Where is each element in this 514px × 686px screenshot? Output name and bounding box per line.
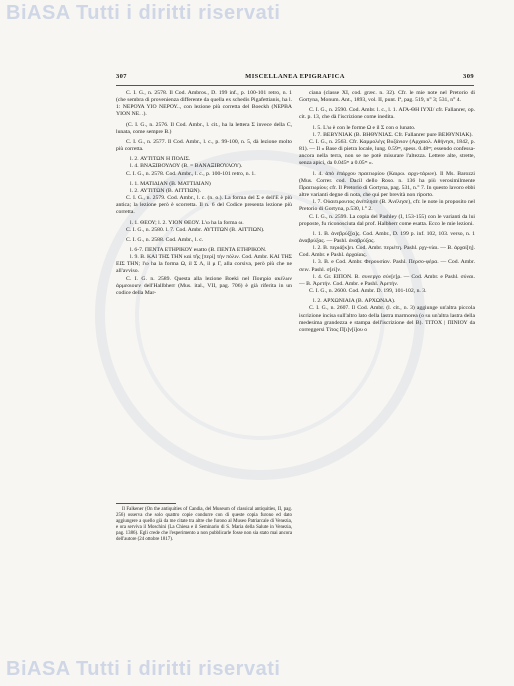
paragraph: l. 4. ἀπὸ ἐπάρχου πραιτωρίου (Καιρω. αρχι-τάρων). Il Ms. Barozzi (Mus. Correr. cod. Dacil dello Roso. n. 136 ha più verosimilmente Πραιτωρίου; cfr. Il Pretorio di Gortyna, pag. 531, n.° 7. In questo lavoro ebbi altre varianti degne di nota, che qui per brevità non riporto. (299, 170, 475, 199)
paragraph: C. I. G., n. 2600. Cod. Ambr. D. 199, 101-102, n. 3. (309, 288, 427, 295)
paragraph: ciana (classe XI, cod. græc. n. 32). Cfr. le mie note nel Pretorio di Gortyna, Monum. Ant., 1893, vol. II, punt. Iª, pag. 519, n° 3; 531, n° 4. (299, 90, 475, 104)
paragraph: C. I. G., n. 2579. Cod. Ambr., l. c. (n. o.). La forma del Σ e dell'E è più antica; la lezione però è scorretta. Il n. 6 del Codice presenta lezione più corretta. (116, 195, 292, 216)
paragraph: l. 5. L'ω è con le forme Ω e il Σ con o lunato. (313, 124, 416, 131)
paragraph: C. I. G., n. 2578. Cod. Ambr., l. c., p. 100-101 retro, n. 1. (126, 170, 256, 177)
paragraph: C. I. G., n. 2577. Il Cod. Ambr., l. c., p. 99-100, n. 5, dà lezione molto più corretta. (116, 138, 292, 153)
left-column (116, 90, 292, 300)
left-page-number: 307 (116, 73, 127, 80)
paragraph: C. I. G., n. 2599. La copia del Pashley (I, 153-155) con le varianti da lui proposte, fu riconosciuta dal prof. Halbherr come esatta. Ecco le mie lezioni. (299, 213, 475, 227)
paragraph: l. 2. B. περιά[κ]ει. Cod. Ambr. περιέτη. Pashl. ρχγ-νίαι. — B. ἀρχαί[η]. Cod. Ambr. e Pashl. ἀρχαίαις. (299, 245, 475, 259)
paragraph: l. 2. ΑΡΧΩΝΙΑΙΑ (B. ΑΡΧΩΝΔΑ). (313, 298, 396, 305)
paragraph: l. 1. ΘΕΟΥ; l. 2. ΥΙΟΝ ΘΕΟΥ. L'ω ha la forma ω. (130, 219, 244, 226)
watermark-top: BiASA Tutti i diritti riservati (6, 2, 281, 24)
paragraph: l. 7. Οὐαιτιρουτος ἀνέπλησε (B. Ἀνέλησε), cfr. le note in proposito nel Pretorio di Gortyna, p.530, l.° 2. (299, 199, 475, 213)
paragraph: l. 9. B. ΚΑΙ ΤΗΣ ΤΗΝ καὶ τῆς [περὶ] τὴν πόλιν. Cod. Ambr. ΚΑΙ ΤΗΣ ΕΙΣ ΤΗΝ; l'ω ha la forma Ω, il Σ Λ, il μ Γ, alla corsiva, però più che ne all'avviso. (116, 254, 292, 275)
page-header (116, 73, 474, 85)
footnote-text: Il Falkener (On the antiquities of Candia, del Museum of classical antiquities, II, pag. 256) osserva che solo quattro copie condurre con di queste copia furono ed dato aggiungere a quello già da me citate tra altre che furono al Museo Patriarcale di Venezia, e ora serviva il Moschini (La Chiesa e il Seminario di S. Maria della Salute in Venezia, pag. 1386). Egli crede che l'esperimento a non pubblicarle fosse non sia stato mai ancora dell'autore (24 ottobre 1817). (116, 507, 292, 543)
paragraph: l. 1. B. ἀνεβρύξ[α]ς. Cod. Ambr., D. 199 p. inf. 102, 103. verso, n. 1 ἀναβρύξας. — Pashl. ἀναβρύξας. (299, 230, 475, 244)
paragraph: C. I. G., n. 2607. Il Cod. Ambr. (l. cit., n. 3) aggiunge un'altra piccola iscrizione incisa sull'altro lato della lastra marmorea (o su un'altra lastra della medesima grandezza e stampa dell'iscrizione del B). ΤΙΤΟΧ | ΠΙΝΙΟΥ da correggersi Τίτος Π[ι]ν[ί]ου ο (299, 305, 475, 333)
running-title: MISCELLANEA EPIGRAFICA (245, 73, 345, 80)
paragraph: l. 3. B. e Cod. Ambr. Φερουσίαν. Pashl. Περσο-φέρα. — Cod. Ambr. σειν. Pashl. σ[εί]ν. (299, 259, 475, 273)
paragraph: C. I. G., n. 2580. l. 7. Cod. Ambr. ΑΥΤΙΤΩΝ (B. ΑΙΤΤΙΩΝ). (126, 226, 265, 233)
paragraph: l. 1. ΜΑΤΙΔΙΑΝ (B. ΜΑΤΤΙΔΙΑΝ) (130, 180, 211, 187)
right-column (299, 90, 475, 337)
footnote (116, 507, 292, 543)
paragraph: (C. I. G., n. 2576. Il Cod. Ambr., l. cit., ha la lettera Σ invece della C, lunata, come sempre B.) (116, 121, 292, 135)
paragraph: l. 6-7. ΠΕΝΤΑ ΕΤΗΡΙΚΟΥ esatto (B. ΠΕΝΤΑ ΕΤΗΡΙΚΟΝ. (130, 246, 267, 253)
right-page-number: 309 (463, 73, 474, 80)
paragraph: l. 4. ΒΝΑΞΙΒΟΥΛΟΥ (B. = ΒΑΝΑΞΙΒΟΥΛΟΥ). (130, 163, 243, 170)
header-rule (116, 85, 474, 86)
paragraph: l. 2. ΑΥΤΙΤΩΝ Η ΠΟΛΙΣ. (130, 156, 191, 163)
paragraph: l. 2. ΑΥΤΙΤΩΝ (B. ΑΙΤΤΙΩΝ). (130, 187, 201, 194)
paragraph: C. I. G., n. 2590. Cod. Ambr. l. c., l. 1. ΑΓΑ-ΘΗ ΙΥΧΙ/ cfr. Fallanrer, op. cit. p. 13, che dà l'iscrizione come inedita. (299, 107, 475, 121)
paragraph: l. 4. Gr. ΕΙΠΟΝ. B. συνεργο σύν[ε]ρ. — Cod. Ambr. e Pashl. σύναι. — B. Ἀρετήν. Cod. Ambr. e Pashl. Ἀρετήν. (299, 273, 475, 287)
watermark-bottom: BiASA Tutti i diritti riservati (6, 658, 281, 680)
paragraph: C. I. G., n. 2578. Il Cod. Ambros., D. 199 inf., p. 100-101 retro, n. 1 (che sembra di provenienza differente da quella ex schedis Pigafettianis, ha l. 1: ΝΕΡΟΥΑ ΥΙΟ ΝΕΡΟΥ.., con lezione più corretta del Boeckh (ΝΕΡΒΑ ΥΙΟΝ ΝΕ. .). (116, 90, 292, 118)
paragraph: l. 7. ΒΕΒΥΝΙΑΚ (B. ΒΗΘΥΝΙΑΣ. Cfr. Fallanrer pure ΒΕΙΘΥΝΙΑΚ). (313, 131, 473, 138)
footnote-rule (116, 503, 176, 504)
paragraph: C. I. G., n. 2563. Cfr. Καμμολέγς Βυζάνιον (Αρχαιολ. Αθήνησι, 1842, p. 81). — Il « Base di pietra locale, lung. 0.59ᵐ, spess. 0.48ᵐ; essendo confessa-ancora nella terra, non se ne potè misurare l'altezza. Lettere alte, strette, senza apici, da 0.045ᵐ a 0.05ᵐ ». (299, 138, 475, 167)
paragraph: C. I. G., n. 2588. Cod. Ambr., l. c. (126, 236, 204, 243)
paragraph: C. I. G. n. 2589. Questa alla lezione Boeki nel Ποιηρίο ακέλων άρμεοιοιεν dell'Hallbherr (Mus. ital., VII, pag. 706) è già riferita in un codice della Mar- (116, 275, 292, 296)
